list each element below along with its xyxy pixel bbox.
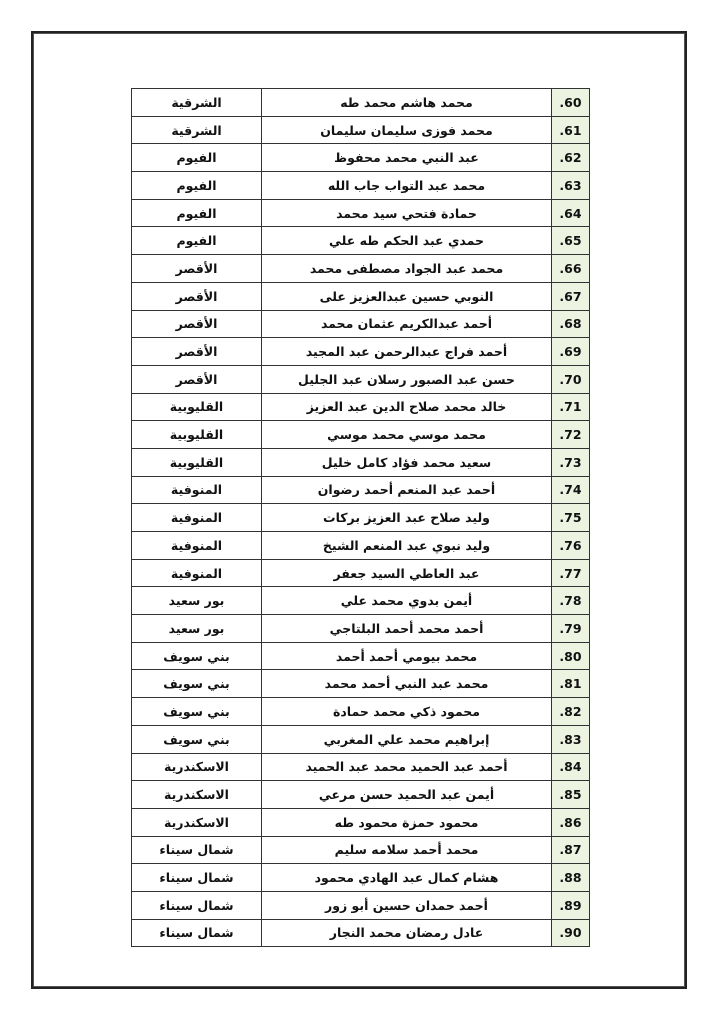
governorate: بني سويف (132, 670, 262, 698)
governorate: الأقصر (132, 338, 262, 366)
governorate: الأقصر (132, 365, 262, 393)
governorate: بني سويف (132, 642, 262, 670)
row-number: .71 (552, 393, 590, 421)
names-table (131, 88, 590, 947)
row-number: .62 (552, 144, 590, 172)
row-number: .69 (552, 338, 590, 366)
row-number: .84 (552, 753, 590, 781)
table-row (132, 227, 590, 255)
person-name: محمد عبد التواب جاب الله (262, 172, 552, 200)
governorate: بور سعيد (132, 587, 262, 615)
person-name: سعيد محمد فؤاد كامل خليل (262, 448, 552, 476)
row-number: .87 (552, 836, 590, 864)
person-name: وليد نبوي عبد المنعم الشيخ (262, 532, 552, 560)
row-number: .81 (552, 670, 590, 698)
governorate: بور سعيد (132, 615, 262, 643)
person-name: أحمد عبد الحميد محمد عبد الحميد (262, 753, 552, 781)
person-name: عادل رمضان محمد النجار (262, 919, 552, 947)
person-name: محمد بيومي أحمد أحمد (262, 642, 552, 670)
person-name: عبد النبي محمد محفوظ (262, 144, 552, 172)
person-name: خالد محمد صلاح الدين عبد العزيز (262, 393, 552, 421)
governorate: شمال سيناء (132, 919, 262, 947)
row-number: .76 (552, 532, 590, 560)
table-row (132, 144, 590, 172)
person-name: أحمد فراج عبدالرحمن عبد المجيد (262, 338, 552, 366)
table-row (132, 255, 590, 283)
row-number: .66 (552, 255, 590, 283)
person-name: أحمد عبدالكريم عثمان محمد (262, 310, 552, 338)
person-name: إبراهيم محمد علي المغربي (262, 725, 552, 753)
person-name: محمد أحمد سلامه سليم (262, 836, 552, 864)
row-number: .68 (552, 310, 590, 338)
row-number: .85 (552, 781, 590, 809)
row-number: .60 (552, 89, 590, 117)
governorate: بني سويف (132, 725, 262, 753)
table-row (132, 476, 590, 504)
table-row (132, 891, 590, 919)
person-name: حسن عبد الصبور رسلان عبد الجليل (262, 365, 552, 393)
table-row (132, 365, 590, 393)
governorate: المنوفية (132, 532, 262, 560)
governorate: الفيوم (132, 199, 262, 227)
governorate: بني سويف (132, 698, 262, 726)
governorate: الفيوم (132, 172, 262, 200)
table-row (132, 282, 590, 310)
table-row (132, 199, 590, 227)
person-name: محمد عبد الجواد مصطفى محمد (262, 255, 552, 283)
governorate: شمال سيناء (132, 836, 262, 864)
row-number: .77 (552, 559, 590, 587)
row-number: .89 (552, 891, 590, 919)
table-row (132, 836, 590, 864)
governorate: القليوبية (132, 393, 262, 421)
person-name: أحمد عبد المنعم أحمد رضوان (262, 476, 552, 504)
table-row (132, 559, 590, 587)
table-row (132, 781, 590, 809)
table-row (132, 116, 590, 144)
governorate: الأقصر (132, 310, 262, 338)
person-name: أحمد حمدان حسين أبو زور (262, 891, 552, 919)
governorate: المنوفية (132, 559, 262, 587)
person-name: وليد صلاح عبد العزيز بركات (262, 504, 552, 532)
row-number: .75 (552, 504, 590, 532)
person-name: محمد هاشم محمد طه (262, 89, 552, 117)
table-row (132, 919, 590, 947)
table-row (132, 698, 590, 726)
governorate: شمال سيناء (132, 864, 262, 892)
person-name: محمود ذكي محمد حمادة (262, 698, 552, 726)
row-number: .78 (552, 587, 590, 615)
governorate: الشرقية (132, 116, 262, 144)
person-name: النوبي حسين عبدالعزيز على (262, 282, 552, 310)
table-row (132, 615, 590, 643)
governorate: الشرقية (132, 89, 262, 117)
governorate: الفيوم (132, 144, 262, 172)
governorate: القليوبية (132, 448, 262, 476)
table-row (132, 725, 590, 753)
row-number: .70 (552, 365, 590, 393)
row-number: .73 (552, 448, 590, 476)
person-name: هشام كمال عبد الهادي محمود (262, 864, 552, 892)
table-row (132, 808, 590, 836)
person-name: عبد العاطي السيد جعفر (262, 559, 552, 587)
row-number: .63 (552, 172, 590, 200)
person-name: محمد موسي محمد موسي (262, 421, 552, 449)
table-row (132, 753, 590, 781)
table-row (132, 421, 590, 449)
table-row (132, 504, 590, 532)
table-row (132, 310, 590, 338)
table-row (132, 864, 590, 892)
row-number: .80 (552, 642, 590, 670)
table-body (132, 89, 590, 947)
row-number: .79 (552, 615, 590, 643)
row-number: .64 (552, 199, 590, 227)
row-number: .86 (552, 808, 590, 836)
row-number: .67 (552, 282, 590, 310)
governorate: المنوفية (132, 504, 262, 532)
row-number: .72 (552, 421, 590, 449)
governorate: الاسكندرية (132, 753, 262, 781)
table-row (132, 393, 590, 421)
governorate: الاسكندرية (132, 781, 262, 809)
person-name: محمد فوزى سليمان سليمان (262, 116, 552, 144)
table-row (132, 448, 590, 476)
governorate: المنوفية (132, 476, 262, 504)
person-name: أيمن بدوي محمد علي (262, 587, 552, 615)
person-name: حمدي عبد الحكم طه علي (262, 227, 552, 255)
row-number: .74 (552, 476, 590, 504)
row-number: .82 (552, 698, 590, 726)
person-name: أحمد محمد أحمد البلتاجي (262, 615, 552, 643)
governorate: الأقصر (132, 255, 262, 283)
person-name: أيمن عبد الحميد حسن مرعي (262, 781, 552, 809)
table-row (132, 338, 590, 366)
table-row (132, 670, 590, 698)
row-number: .90 (552, 919, 590, 947)
governorate: الاسكندرية (132, 808, 262, 836)
table-row (132, 642, 590, 670)
row-number: .83 (552, 725, 590, 753)
governorate: القليوبية (132, 421, 262, 449)
table-row (132, 89, 590, 117)
table-row (132, 172, 590, 200)
table-row (132, 532, 590, 560)
row-number: .88 (552, 864, 590, 892)
table-row (132, 587, 590, 615)
governorate: الفيوم (132, 227, 262, 255)
person-name: محمود حمزة محمود طه (262, 808, 552, 836)
governorate: شمال سيناء (132, 891, 262, 919)
person-name: محمد عبد النبي أحمد محمد (262, 670, 552, 698)
governorate: الأقصر (132, 282, 262, 310)
person-name: حمادة فتحي سيد محمد (262, 199, 552, 227)
row-number: .65 (552, 227, 590, 255)
row-number: .61 (552, 116, 590, 144)
